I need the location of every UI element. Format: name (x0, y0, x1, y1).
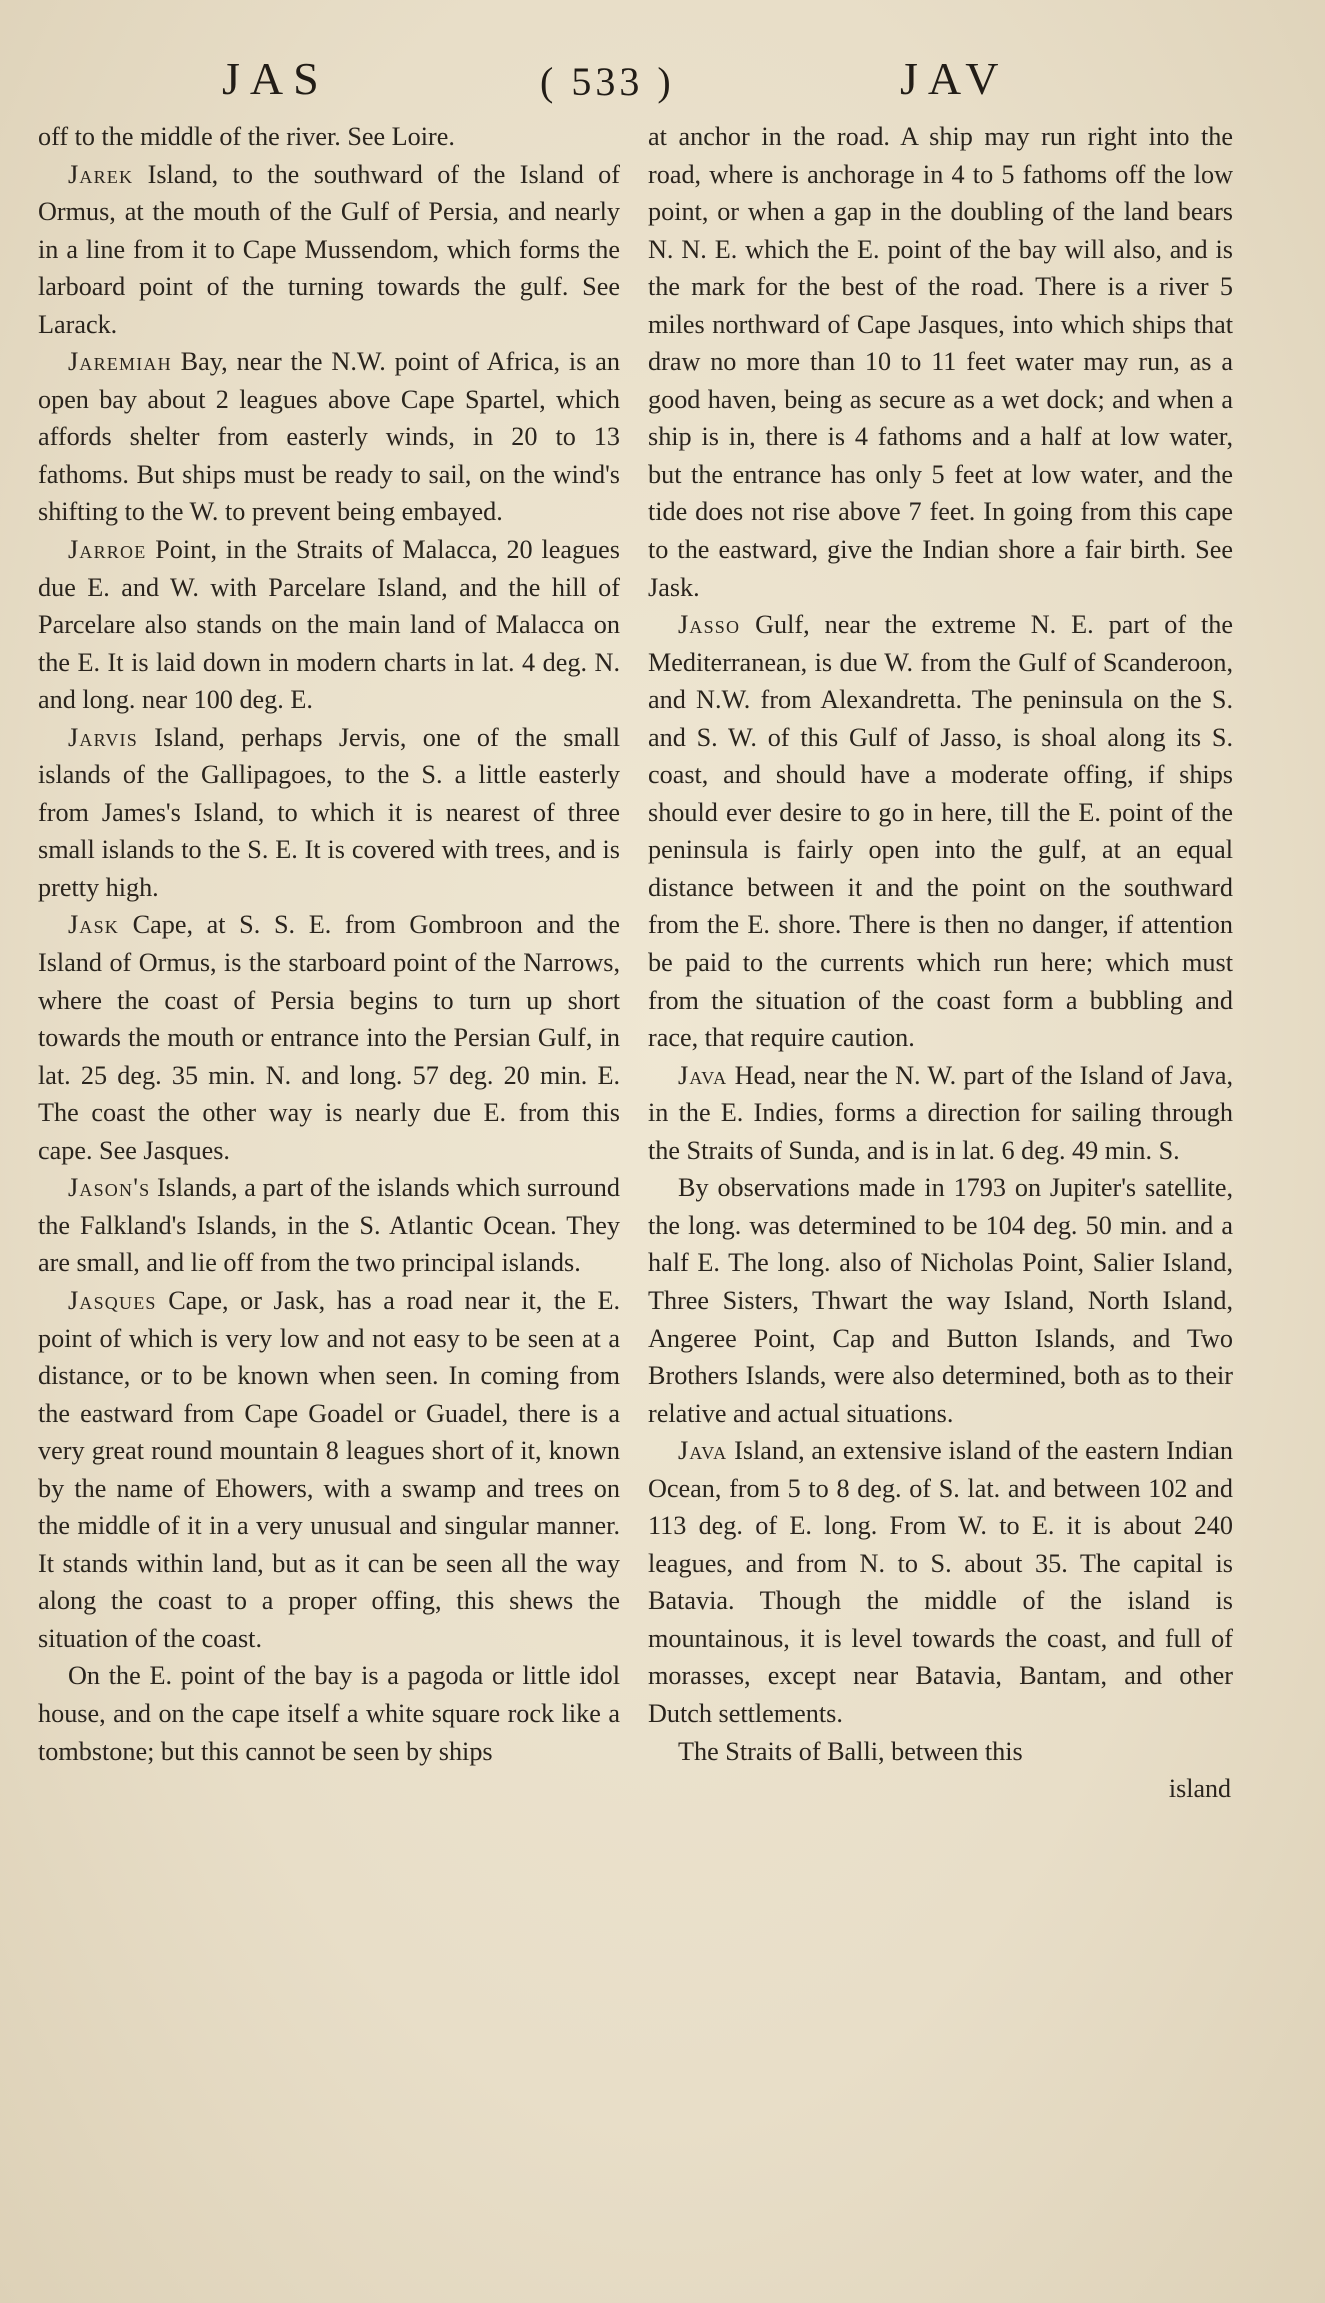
entry-text: The Straits of Balli, between this (678, 1736, 1023, 1766)
dictionary-entry (38, 156, 620, 344)
dictionary-entry (648, 1057, 1233, 1170)
entry-text: Bay, near the N.W. point of Africa, is an open bay about 2 leagues above Cape Spartel, which affords shelter from easterly winds, in 20 to 13 fathoms. But ships must be ready to sail, on the wind's shifting to the W. to prevent being embayed. (38, 347, 620, 527)
header-right-guideword: JAV (900, 53, 1009, 104)
entry-text: On the E. point of the bay is a pagoda or little idol house, and on the cape itself a white square rock like a tombstone; but this cannot be seen by ships (38, 1661, 620, 1766)
dictionary-paragraph (648, 1733, 1233, 1771)
entry-text: Island, an extensive island of the eastern Indian Ocean, from 5 to 8 deg. of S. lat. and between 102 and 113 deg. of E. long. From W. to E. it is about 240 leagues, and from N. to S. about 35. The capital is Batavia. Though the middle of the island is mountainous, it is level towards the coast, and full of morasses, except near Batavia, Bantam, and other Dutch settlements. (648, 1436, 1233, 1728)
dictionary-entry (38, 531, 620, 719)
catchword: island (1168, 1774, 1231, 1804)
dictionary-entry (648, 1432, 1233, 1732)
entry-text: Gulf, near the extreme N. E. part of the Mediterranean, is due W. from the Gulf of Scanderoon, and N.W. from Alexandretta. The peninsula on the S. and S. W. of this Gulf of Jasso, is shoal along its S. coast, and should have a moderate offing, if ships should ever desire to go in here, till the E. point of the peninsula is fairly open into the gulf, at an equal distance between it and the point on the southward from the E. shore. There is then no danger, if attention be paid to the currents which run here; which must from the situation of the coast form a bubbling and race, that require caution. (648, 610, 1233, 1053)
entry-headword: Jasso (678, 610, 741, 640)
entry-text: Islands, a part of the islands which surround the Falkland's Islands, in the S. Atlantic Ocean. They are small, and lie off from the two principal islands. (38, 1173, 620, 1278)
entry-headword: Jasques (68, 1285, 157, 1315)
dictionary-paragraph (648, 1169, 1233, 1432)
entry-headword: Java (678, 1060, 728, 1090)
dictionary-entry (38, 1282, 620, 1657)
dictionary-entry (38, 1169, 620, 1282)
entry-text: Island, perhaps Jervis, one of the small islands of the Gallipagoes, to the S. a little easterly from James's Island, to which it is nearest of three small islands to the S. E. It is covered with trees, and is pretty high. (38, 722, 620, 902)
entry-headword: Jaremiah (68, 347, 172, 377)
entry-text: Island, to the southward of the Island of Ormus, at the mouth of the Gulf of Persia, and nearly in a line from it to Cape Mussendom, which forms the larboard point of the turning towards the gulf. See Larack. (38, 159, 620, 339)
entry-headword: Jask (68, 910, 119, 940)
running-header (0, 52, 1325, 112)
continuation-text: off to the middle of the river. See Loire. (38, 122, 455, 151)
entry-text: Point, in the Straits of Malacca, 20 leagues due E. and W. with Parcelare Island, and the hill of Parcelare also stands on the main land of Malacca on the E. It is laid down in modern charts in lat. 4 deg. N. and long. near 100 deg. E. (38, 535, 620, 715)
entry-text: Head, near the N. W. part of the Island of Java, in the E. Indies, forms a direction for sailing through the Straits of Sunda, and is in lat. 6 deg. 49 min. S. (648, 1060, 1233, 1165)
dictionary-paragraph (38, 1657, 620, 1770)
dictionary-entry (38, 719, 620, 907)
entry-headword: Jarroe (68, 535, 147, 565)
dictionary-entry (38, 343, 620, 531)
dictionary-entry (648, 606, 1233, 1057)
entry-text: Cape, or Jask, has a road near it, the E. point of which is very low and not easy to be seen at a distance, or to be known when seen. In coming from the eastward from Cape Goadel or Guadel, there is a very great round mountain 8 leagues short of it, known by the name of Ehowers, with a swamp and trees on the middle of it in a very unusual and singular manner. It stands within land, but as it can be seen all the way along the coast to a proper offing, this shews the situation of the coast. (38, 1285, 620, 1653)
entry-headword: Java (678, 1436, 728, 1466)
continuation-text: at anchor in the road. A ship may run right into the road, where is anchorage in 4 to 5 fathoms off the low point, or when a gap in the doubling of the land bears N. N. E. which the E. point of the bay will also, and is the mark for the best of the road. There is a river 5 miles northward of Cape Jasques, into which ships that draw no more than 10 to 11 feet water may run, as a good haven, being as secure as a wet dock; and when a ship is in, there is 4 fathoms and a half at low water, but the entrance has only 5 feet at low water, and the tide does not rise above 7 feet. In going from this cape to the eastward, give the Indian shore a fair birth. See Jask. (648, 122, 1233, 602)
entry-headword: Jason's (68, 1173, 151, 1203)
entry-headword: Jarek (68, 159, 134, 189)
entry-headword: Jarvis (68, 722, 138, 752)
entry-text: Cape, at S. S. E. from Gombroon and the Island of Ormus, is the starboard point of the Narrows, where the coast of Persia begins to turn up short towards the mouth or entrance into the Persian Gulf, in lat. 25 deg. 35 min. N. and long. 57 deg. 20 min. E. The coast the other way is nearly due E. from this cape. See Jasques. (38, 910, 620, 1165)
right-column (648, 118, 1233, 1808)
dictionary-entry (38, 906, 620, 1169)
page-number: ( 533 ) (540, 59, 675, 104)
entry-text: By observations made in 1793 on Jupiter's satellite, the long. was determined to be 104 deg. 50 min. and a half E. The long. also of Nicholas Point, Salier Island, Three Sisters, Thwart the way Island, North Island, Angeree Point, Cap and Button Islands, and Two Brothers Islands, were also determined, both as to their relative and actual situations. (648, 1173, 1233, 1428)
left-column (38, 118, 620, 1770)
header-left-guideword: JAS (222, 53, 329, 104)
